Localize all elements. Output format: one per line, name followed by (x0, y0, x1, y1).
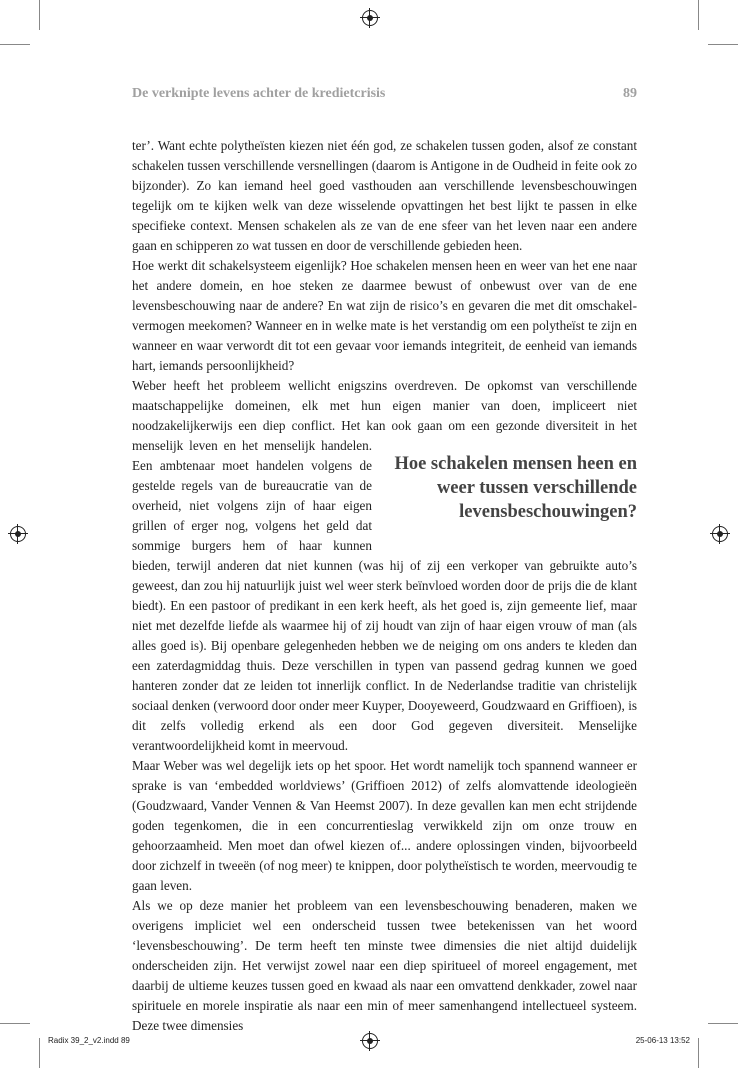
slug-date: 25-06-13 13:52 (635, 1036, 690, 1045)
crop-mark (0, 1023, 30, 1024)
slug-file: Radix 39_2_v2.indd 89 (48, 1036, 130, 1045)
body-text (132, 136, 637, 1036)
paragraph: Als we op deze manier het probleem van een levensbeschouwing benaderen, maken we overigens impliciet wel een onderscheid tussen twee betekenissen van het woord ‘levensbeschouwing’. De term heeft ten minste twee dimensies die niet altijd duidelijk onderscheiden zijn. Het verwijst zowel naar een diep spiritueel of moreel engagement, met daarbij de ultieme keuzes tussen goed en kwaad als naar een omvattend denkkader, zowel naar spirituele en morele inspiratie als naar een min of meer samenhangend intellectueel systeem. Deze twee dimensies (132, 898, 637, 1033)
paragraph (132, 376, 637, 756)
crop-mark (708, 1023, 738, 1024)
paragraph: ter’. Want echte polytheïsten kiezen niet één god, ze schakelen tussen goden, alsof ze constant schakelen tussen verschillende versnellingen (daarom is Antigone in de Oudheid in feite ook zo bijzonder). Zo kan iemand heel goed vasthouden aan verschillende levensbeschouwingen tegelijk om te kijken welk van deze wisselende opvattingen het best lijkt te passen in elke specifieke context. Mensen schakelen als ze van de ene sfeer van het leven naar een andere gaan en schipperen zo wat tussen en door de verschillende gebieden heen. (132, 138, 637, 253)
registration-mark-icon (712, 526, 728, 542)
running-head (132, 86, 637, 106)
registration-mark-icon (10, 526, 26, 542)
crop-mark (708, 44, 738, 45)
paragraph: Maar Weber was wel degelijk iets op het spoor. Het wordt namelijk toch spannend wanneer er sprake is van ‘embedded worldviews’ (Griffioen 2012) of zelfs alomvattende ideologieën (Goudzwaard, Vander Vennen & Van Heemst 2007). In deze gevallen kan men echt strijdende goden tegenkomen, die in een concurrentieslag verwikkeld zijn om onze trouw en gehoorzaamheid. Men moet dan ofwel kiezen of... andere oplossingen vinden, bijvoorbeeld door zichzelf in tweeën (of nog meer) te knippen, door polytheïstisch te worden, meervoudig te gaan leven. (132, 758, 637, 893)
paragraph-text: Weber heeft het probleem wellicht enigszins overdreven. De opkomst van verschillende maatschappelijke domeinen, elk met hun eigen manier van doen, impliceert niet noodzakelijkerwijs een diep conflict. Het kan ook gaan om een gezonde diversiteit in het menselijk leven en het menselijk handelen. (132, 378, 637, 453)
crop-mark (0, 44, 30, 45)
crop-mark (698, 1038, 699, 1068)
crop-mark (39, 0, 40, 30)
paragraph-text: Een ambtenaar moet handelen volgens de gestelde regels van de bureaucratie van de overheid, niet volgens zijn of haar eigen grillen of erger nog, volgens het geld dat sommige burgers hem of haar kunnen bieden, terwijl anderen dat niet kunnen (was hij of zij een verkoper van gebruikte auto’s geweest, dan zou hij natuurlijk juist wel weer sterk beïnvloed worden door de prijs die de klant biedt). En een pastoor of predikant in een kerk heeft, als het goed is, zijn gemeente lief, maar niet met dezelfde liefde als waarmee hij of zij houdt van zijn of haar eigen vrouw of man (als alles goed is). Bij openbare gelegenheden hebben we de neiging om ons anders te kleden dan een zaterdagmiddag thuis. Deze verschillen in typen van passend gedrag kunnen we goed hanteren zonder dat ze leiden tot innerlijk conflict. In de Nederlandse traditie van christelijk sociaal denken (verwoord door onder meer Kuyper, Dooyeweerd, Goudzwaard en Griffioen), is dit zelfs volledig erkend als een door God gegeven diversiteit. Menselijke verantwoordelijkheid komt in meervoud. (132, 458, 637, 753)
crop-mark (698, 0, 699, 30)
page-number: 89 (623, 86, 637, 101)
registration-mark-icon (362, 10, 378, 26)
crop-mark (39, 1038, 40, 1068)
running-head-title: De verknipte levens achter de kredietcrisis (132, 86, 386, 101)
paragraph: Hoe werkt dit schakelsysteem eigenlijk? Hoe schakelen mensen heen en weer van het ene naar het andere domein, en hoe steken ze daarmee bewust of onbewust over van de ene levensbeschouwing naar de andere? En wat zijn de risico’s en gevaren die met dit omschakel-vermogen meekomen? Wanneer en in welke mate is het verstandig om een polytheïst te zijn en wanneer en waar verwordt dit tot een gevaar voor iemands integriteit, de eenheid van iemands hart, iemands persoonlijkheid? (132, 258, 637, 373)
pull-quote: Hoe schakelen mensen heen en weer tussen verschillende levensbeschouwingen? (394, 454, 637, 522)
